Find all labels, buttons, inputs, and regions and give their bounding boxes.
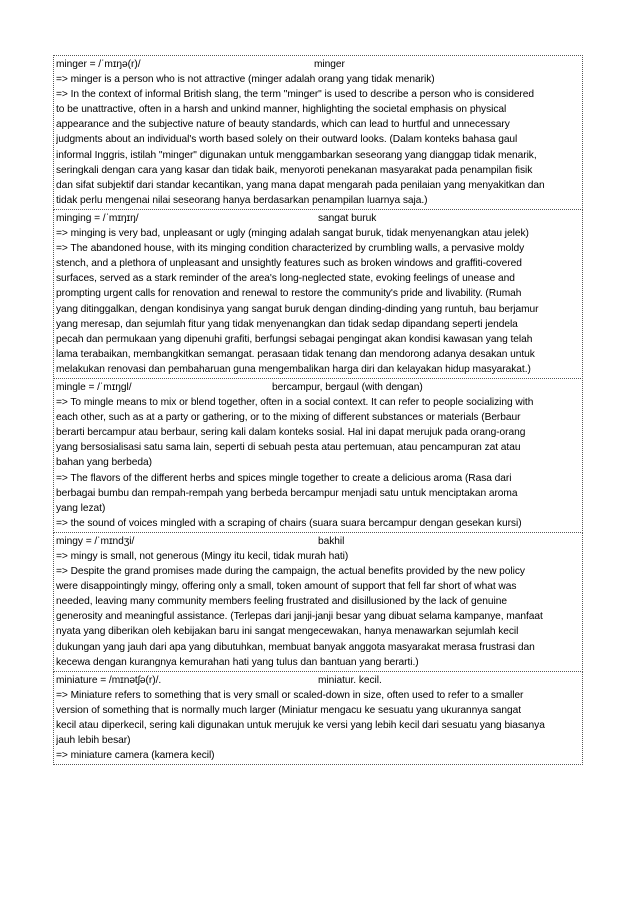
dictionary-page xyxy=(53,56,583,765)
entry-term: mingle = /ˈmɪŋgl/ xyxy=(56,381,132,393)
entry-line: seringkali dengan cara yang kasar dan tidak baik, menyoroti penekanan masyarakat pada penampilan fisik xyxy=(56,164,533,176)
entry-line: prompting urgent calls for renovation and renewal to restore the community's pride and livability. (Rumah xyxy=(56,288,522,300)
entry-line: dukungan yang jauh dari apa yang dibutuhkan, membuat banyak anggota masyarakat merasa frustrasi dan xyxy=(56,641,535,653)
entry-line: => mingy is small, not generous (Mingy itu kecil, tidak murah hati) xyxy=(56,551,349,562)
entry-meaning: bakhil xyxy=(318,535,345,547)
entry-line: appearance and the subjective nature of beauty standards, which can lead to hurtful and unnecessary xyxy=(56,119,510,131)
dictionary-entry-minger xyxy=(53,55,583,210)
entry-line: jauh lebih besar) xyxy=(56,735,131,747)
entry-term: minger = /ˈmɪŋə(r)/ xyxy=(56,59,141,70)
entry-meaning: sangat buruk xyxy=(318,212,377,224)
entry-line: => Miniature refers to something that is very small or scaled-down in size, often used to refer to a smaller xyxy=(56,689,524,701)
entry-line: pecah dan permukaan yang dipenuhi grafiti, berfungsi sebagai pengingat akan kondisi kawasan yang telah xyxy=(56,333,533,345)
entry-header xyxy=(56,211,582,226)
entry-line: kecil atau diperkecil, sering kali digunakan untuk merujuk ke versi yang lebih kecil dari sesuatu yang biasanya xyxy=(56,720,545,732)
entry-line: yang meresap, dan sejumlah fitur yang tidak menyenangkan dan tidak sedap dipandang seperti jendela xyxy=(56,318,518,330)
entry-line: => The abandoned house, with its minging condition characterized by crumbling walls, a pervasive moldy xyxy=(56,243,525,255)
entry-line: melakukan renovasi dan pembaharuan guna mengembalikan harga diri dan kelayakan hidup masyarakat.) xyxy=(56,363,531,375)
entry-meaning: bercampur, bergaul (with dengan) xyxy=(272,381,423,393)
entry-line: yang bersosialisasi satu sama lain, seperti di sebuah pesta atau pertemuan, atau pencampuran zat atau xyxy=(56,442,521,454)
entry-term: minging = /ˈmɪŋɪŋ/ xyxy=(56,212,139,224)
entry-line: => miniature camera (kamera kecil) xyxy=(56,750,215,762)
entry-line: version of something that is normally much larger (Miniatur mengacu ke sesuatu yang ukurannya sangat xyxy=(56,704,521,716)
entry-term: mingy = /ˈmɪndʒi/ xyxy=(56,535,135,547)
entry-line: => Despite the grand promises made during the campaign, the actual benefits provided by the new policy xyxy=(56,566,525,578)
entry-line: yang lezat) xyxy=(56,502,106,514)
entry-line: were disappointingly mingy, offering only a small, token amount of support that fell far short of what was xyxy=(56,581,517,593)
entry-line: yang ditinggalkan, dengan kondisinya yang sangat buruk dengan dinding-dinding yang runtuh, bau berjamur xyxy=(56,303,539,315)
entry-line: generosity and meaningful assistance. (Terlepas dari janji-janji besar yang dibuat selama kampanye, manfaat xyxy=(56,611,543,623)
dictionary-entry-minging xyxy=(53,209,583,379)
entry-line: kecewa dengan kurangnya kemurahan hati yang tulus dan bantuan yang berarti.) xyxy=(56,656,419,668)
entry-line: tidak perlu mengenai nilai seseorang hanya berdasarkan penampilan luarnya saja.) xyxy=(56,194,428,206)
entry-line: berbagai bumbu dan rempah-rempah yang berbeda bercampur menjadi satu untuk menciptakan aroma xyxy=(56,487,518,499)
entry-header xyxy=(56,57,582,72)
entry-meaning: minger xyxy=(314,59,345,70)
entry-header xyxy=(56,534,582,549)
entry-line: => The flavors of the different herbs and spices mingle together to create a delicious aroma (Rasa dari xyxy=(56,472,512,484)
dictionary-entry-mingy xyxy=(53,532,583,672)
entry-line: => In the context of informal British slang, the term "minger" is used to describe a person who is considered xyxy=(56,89,535,101)
entry-line: => the sound of voices mingled with a scraping of chairs (suara suara bercampur dengan gesekan kursi) xyxy=(56,517,522,529)
entry-line: nyata yang diberikan oleh kebijakan baru ini sangat mengecewakan, hanya menawarkan sejumlah kecil xyxy=(56,626,519,638)
entry-line: => minger is a person who is not attractive (minger adalah orang yang tidak menarik) xyxy=(56,74,435,86)
entry-line: bahan yang berbeda) xyxy=(56,457,152,469)
entry-header xyxy=(56,380,582,395)
entry-line: lama terabaikan, membangkitkan semangat. perasaan tidak tenang dan mendorong adanya desakan untuk xyxy=(56,348,535,360)
entry-meaning: miniatur. kecil. xyxy=(318,674,382,686)
entry-line: => minging is very bad, unpleasant or ugly (minging adalah sangat buruk, tidak menyenangkan atau jelek) xyxy=(56,228,529,240)
entry-line: => To mingle means to mix or blend together, often in a social context. It can refer to people socializing with xyxy=(56,397,534,409)
entry-line: informal Inggris, istilah "minger" digunakan untuk menggambarkan seseorang yang dianggap tidak menarik, xyxy=(56,149,537,161)
entry-line: surfaces, served as a stark reminder of the area's long-neglected state, evoking feelings of unease and xyxy=(56,273,515,285)
entry-line: needed, leaving many community members feeling frustrated and disillusioned by the lack of genuine xyxy=(56,596,507,608)
entry-line: berarti bercampur atau berbaur, sering kali dalam konteks sosial. Hal ini dapat merujuk pada orang-orang xyxy=(56,427,526,439)
entry-line: stench, and a plethora of unpleasant and unsightly features such as broken windows and graffiti-covered xyxy=(56,258,522,270)
entry-line: each other, such as at a party or gathering, or to the mixing of different substances or materials (Berbaur xyxy=(56,412,521,424)
dictionary-entry-miniature xyxy=(53,671,583,766)
entry-term: miniature = /mɪnətʃə(r)/. xyxy=(56,674,162,686)
entry-line: judgments about an individual's worth based solely on their outward looks. (Dalam konteks bahasa gaul xyxy=(56,134,518,146)
dictionary-entry-mingle xyxy=(53,378,583,533)
entry-header xyxy=(56,673,582,688)
entry-line: dan sifat subjektif dari standar kecantikan, yang mana dapat mengarah pada penilaian yang menyakitkan dan xyxy=(56,179,545,191)
entry-line: to be unattractive, often in a harsh and unkind manner, highlighting the societal emphasis on physical xyxy=(56,104,507,116)
